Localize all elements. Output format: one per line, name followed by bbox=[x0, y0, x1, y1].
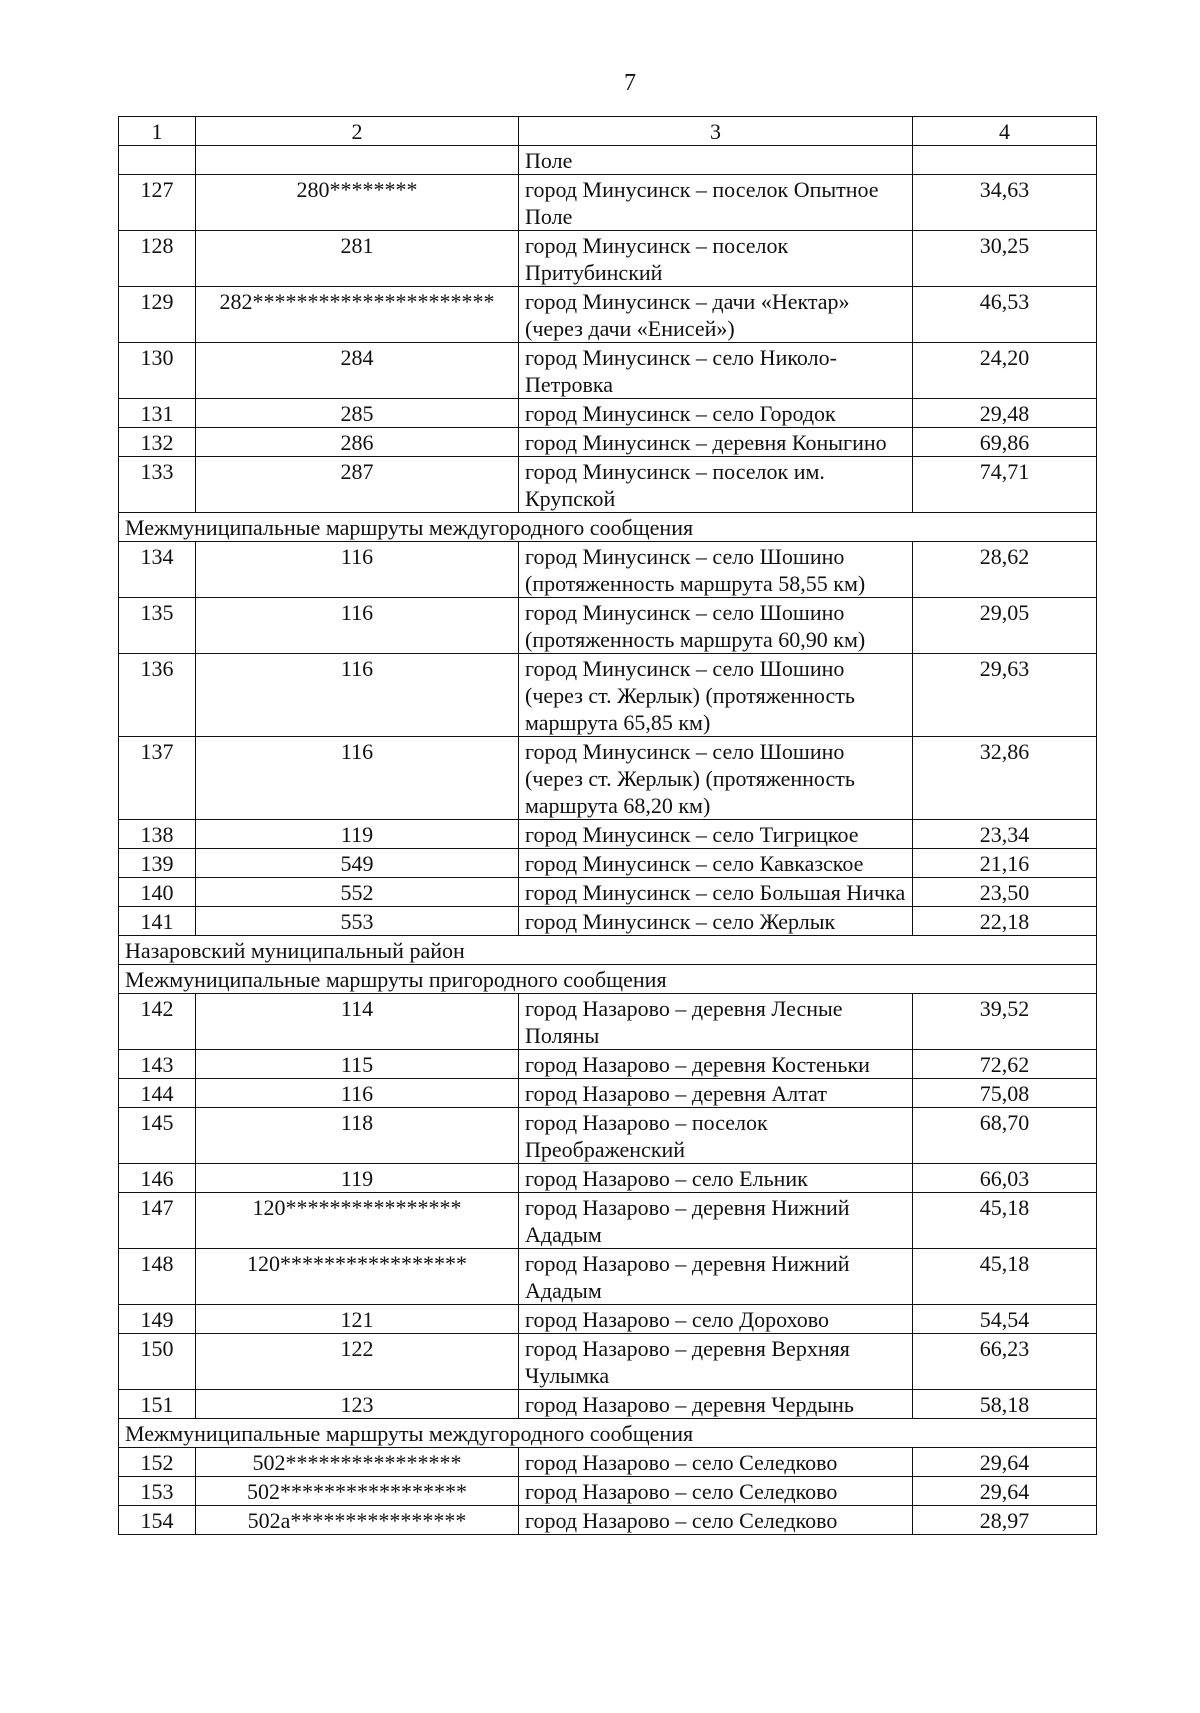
row-number-cell: 134 bbox=[119, 542, 196, 598]
row-number-cell: 140 bbox=[119, 878, 196, 907]
tariff-value-cell: 29,64 bbox=[913, 1477, 1097, 1506]
table-row bbox=[119, 820, 1097, 849]
route-number-cell: 116 bbox=[196, 654, 519, 737]
route-number-cell: 284 bbox=[196, 343, 519, 399]
route-name-cell: город Назарово – село Ельник bbox=[519, 1164, 913, 1193]
route-number-cell: 118 bbox=[196, 1108, 519, 1164]
tariff-value-cell: 46,53 bbox=[913, 287, 1097, 343]
section-row bbox=[119, 1419, 1097, 1448]
route-name-cell: город Минусинск – село Городок bbox=[519, 399, 913, 428]
table-row bbox=[119, 428, 1097, 457]
route-name-cell: город Назарово – деревня Алтат bbox=[519, 1079, 913, 1108]
row-number-cell: 144 bbox=[119, 1079, 196, 1108]
row-number-cell bbox=[119, 146, 196, 175]
table-row bbox=[119, 737, 1097, 820]
section-heading: Назаровский муниципальный район bbox=[119, 936, 1097, 965]
row-number-cell: 146 bbox=[119, 1164, 196, 1193]
table-row bbox=[119, 598, 1097, 654]
table-row bbox=[119, 1193, 1097, 1249]
route-number-cell: 116 bbox=[196, 542, 519, 598]
route-name-cell: город Минусинск – село Шошино (через ст. Жерлык) (протяженность маршрута 68,20 км) bbox=[519, 737, 913, 820]
row-number-cell: 139 bbox=[119, 849, 196, 878]
route-name-cell: город Минусинск – дачи «Нектар» (через дачи «Енисей») bbox=[519, 287, 913, 343]
route-number-cell: 502**************** bbox=[196, 1448, 519, 1477]
row-number-cell: 152 bbox=[119, 1448, 196, 1477]
tariff-value-cell: 69,86 bbox=[913, 428, 1097, 457]
table-row bbox=[119, 399, 1097, 428]
table-row bbox=[119, 1164, 1097, 1193]
table-row bbox=[119, 654, 1097, 737]
tariff-value-cell: 58,18 bbox=[913, 1390, 1097, 1419]
route-name-cell: город Назарово – деревня Нижний Ададым bbox=[519, 1249, 913, 1305]
route-name-cell: город Минусинск – село Шошино (через ст. Жерлык) (протяженность маршрута 65,85 км) bbox=[519, 654, 913, 737]
page-number: 7 bbox=[624, 70, 636, 96]
table-row bbox=[119, 287, 1097, 343]
table-row bbox=[119, 907, 1097, 936]
route-number-cell: 285 bbox=[196, 399, 519, 428]
route-number-cell: 114 bbox=[196, 994, 519, 1050]
row-number-cell: 143 bbox=[119, 1050, 196, 1079]
route-name-cell: город Назарово – деревня Костеньки bbox=[519, 1050, 913, 1079]
table-row bbox=[119, 1334, 1097, 1390]
header-cell-2: 2 bbox=[196, 117, 519, 146]
tariff-value-cell bbox=[913, 146, 1097, 175]
row-number-cell: 133 bbox=[119, 457, 196, 513]
row-number-cell: 153 bbox=[119, 1477, 196, 1506]
tariff-value-cell: 28,62 bbox=[913, 542, 1097, 598]
route-number-cell: 119 bbox=[196, 820, 519, 849]
route-number-cell: 116 bbox=[196, 1079, 519, 1108]
row-number-cell: 145 bbox=[119, 1108, 196, 1164]
header-cell-4: 4 bbox=[913, 117, 1097, 146]
table-row bbox=[119, 994, 1097, 1050]
row-number-cell: 138 bbox=[119, 820, 196, 849]
route-name-cell: город Назарово – село Селедково bbox=[519, 1448, 913, 1477]
table-row bbox=[119, 1305, 1097, 1334]
row-number-cell: 129 bbox=[119, 287, 196, 343]
route-name-cell: город Минусинск – поселок им. Крупской bbox=[519, 457, 913, 513]
route-name-cell: город Минусинск – село Кавказское bbox=[519, 849, 913, 878]
route-number-cell: 549 bbox=[196, 849, 519, 878]
table-row bbox=[119, 343, 1097, 399]
route-number-cell: 281 bbox=[196, 231, 519, 287]
table-row bbox=[119, 1506, 1097, 1535]
tariff-value-cell: 74,71 bbox=[913, 457, 1097, 513]
row-number-cell: 136 bbox=[119, 654, 196, 737]
row-number-cell: 148 bbox=[119, 1249, 196, 1305]
row-number-cell: 130 bbox=[119, 343, 196, 399]
route-number-cell: 120***************** bbox=[196, 1249, 519, 1305]
route-number-cell: 115 bbox=[196, 1050, 519, 1079]
table-row bbox=[119, 878, 1097, 907]
table-row bbox=[119, 1390, 1097, 1419]
route-number-cell bbox=[196, 146, 519, 175]
table-row bbox=[119, 1079, 1097, 1108]
route-name-cell: город Минусинск – село Большая Ничка bbox=[519, 878, 913, 907]
row-number-cell: 142 bbox=[119, 994, 196, 1050]
route-name-cell: город Минусинск – село Николо-Петровка bbox=[519, 343, 913, 399]
route-number-cell: 552 bbox=[196, 878, 519, 907]
section-heading: Межмуниципальные маршруты междугородного сообщения bbox=[119, 1419, 1097, 1448]
row-number-cell: 132 bbox=[119, 428, 196, 457]
row-number-cell: 128 bbox=[119, 231, 196, 287]
table-row bbox=[119, 1249, 1097, 1305]
row-number-cell: 131 bbox=[119, 399, 196, 428]
tariff-value-cell: 66,23 bbox=[913, 1334, 1097, 1390]
tariff-value-cell: 75,08 bbox=[913, 1079, 1097, 1108]
table-row bbox=[119, 1050, 1097, 1079]
route-name-cell: город Минусинск – село Шошино (протяженность маршрута 58,55 км) bbox=[519, 542, 913, 598]
route-name-cell: Поле bbox=[519, 146, 913, 175]
route-number-cell: 282********************** bbox=[196, 287, 519, 343]
row-number-cell: 150 bbox=[119, 1334, 196, 1390]
tariff-value-cell: 29,05 bbox=[913, 598, 1097, 654]
table-row bbox=[119, 1108, 1097, 1164]
table-row bbox=[119, 175, 1097, 231]
row-number-cell: 149 bbox=[119, 1305, 196, 1334]
row-number-cell: 135 bbox=[119, 598, 196, 654]
tariff-value-cell: 29,64 bbox=[913, 1448, 1097, 1477]
tariff-value-cell: 30,25 bbox=[913, 231, 1097, 287]
tariff-table-body bbox=[119, 117, 1097, 1535]
table-row bbox=[119, 457, 1097, 513]
route-name-cell: город Назарово – село Дорохово bbox=[519, 1305, 913, 1334]
route-number-cell: 280******** bbox=[196, 175, 519, 231]
route-name-cell: город Минусинск – деревня Коныгино bbox=[519, 428, 913, 457]
tariff-value-cell: 29,63 bbox=[913, 654, 1097, 737]
tariff-value-cell: 34,63 bbox=[913, 175, 1097, 231]
table-row bbox=[119, 146, 1097, 175]
tariff-value-cell: 45,18 bbox=[913, 1193, 1097, 1249]
table-row bbox=[119, 542, 1097, 598]
route-name-cell: город Минусинск – поселок Опытное Поле bbox=[519, 175, 913, 231]
tariff-table bbox=[118, 116, 1097, 1535]
tariff-value-cell: 24,20 bbox=[913, 343, 1097, 399]
route-number-cell: 553 bbox=[196, 907, 519, 936]
section-row bbox=[119, 965, 1097, 994]
route-number-cell: 502***************** bbox=[196, 1477, 519, 1506]
route-number-cell: 287 bbox=[196, 457, 519, 513]
row-number-cell: 147 bbox=[119, 1193, 196, 1249]
route-name-cell: город Назарово – деревня Чердынь bbox=[519, 1390, 913, 1419]
route-name-cell: город Назарово – село Селедково bbox=[519, 1506, 913, 1535]
route-name-cell: город Минусинск – село Тигрицкое bbox=[519, 820, 913, 849]
route-number-cell: 116 bbox=[196, 737, 519, 820]
section-row bbox=[119, 936, 1097, 965]
tariff-value-cell: 68,70 bbox=[913, 1108, 1097, 1164]
tariff-value-cell: 23,50 bbox=[913, 878, 1097, 907]
table-row bbox=[119, 1477, 1097, 1506]
tariff-value-cell: 45,18 bbox=[913, 1249, 1097, 1305]
header-cell-3: 3 bbox=[519, 117, 913, 146]
route-name-cell: город Назарово – деревня Лесные Поляны bbox=[519, 994, 913, 1050]
tariff-value-cell: 66,03 bbox=[913, 1164, 1097, 1193]
route-name-cell: город Минусинск – село Шошино (протяженность маршрута 60,90 км) bbox=[519, 598, 913, 654]
section-heading: Межмуниципальные маршруты пригородного сообщения bbox=[119, 965, 1097, 994]
tariff-value-cell: 39,52 bbox=[913, 994, 1097, 1050]
row-number-cell: 127 bbox=[119, 175, 196, 231]
route-name-cell: город Минусинск – село Жерлык bbox=[519, 907, 913, 936]
route-number-cell: 122 bbox=[196, 1334, 519, 1390]
row-number-cell: 151 bbox=[119, 1390, 196, 1419]
table-row bbox=[119, 1448, 1097, 1477]
route-name-cell: город Минусинск – поселок Притубинский bbox=[519, 231, 913, 287]
route-name-cell: город Назарово – поселок Преображенский bbox=[519, 1108, 913, 1164]
table-row bbox=[119, 231, 1097, 287]
route-number-cell: 123 bbox=[196, 1390, 519, 1419]
tariff-value-cell: 32,86 bbox=[913, 737, 1097, 820]
tariff-value-cell: 23,34 bbox=[913, 820, 1097, 849]
route-number-cell: 502а**************** bbox=[196, 1506, 519, 1535]
row-number-cell: 154 bbox=[119, 1506, 196, 1535]
header-cell-1: 1 bbox=[119, 117, 196, 146]
table-row bbox=[119, 849, 1097, 878]
row-number-cell: 141 bbox=[119, 907, 196, 936]
route-name-cell: город Назарово – село Селедково bbox=[519, 1477, 913, 1506]
route-number-cell: 116 bbox=[196, 598, 519, 654]
tariff-value-cell: 29,48 bbox=[913, 399, 1097, 428]
route-name-cell: город Назарово – деревня Верхняя Чулымка bbox=[519, 1334, 913, 1390]
row-number-cell: 137 bbox=[119, 737, 196, 820]
section-heading: Межмуниципальные маршруты междугородного сообщения bbox=[119, 513, 1097, 542]
tariff-value-cell: 28,97 bbox=[913, 1506, 1097, 1535]
tariff-value-cell: 22,18 bbox=[913, 907, 1097, 936]
route-number-cell: 286 bbox=[196, 428, 519, 457]
tariff-value-cell: 54,54 bbox=[913, 1305, 1097, 1334]
route-name-cell: город Назарово – деревня Нижний Ададым bbox=[519, 1193, 913, 1249]
tariff-value-cell: 21,16 bbox=[913, 849, 1097, 878]
route-number-cell: 121 bbox=[196, 1305, 519, 1334]
section-row bbox=[119, 513, 1097, 542]
header-row bbox=[119, 117, 1097, 146]
route-number-cell: 119 bbox=[196, 1164, 519, 1193]
route-number-cell: 120**************** bbox=[196, 1193, 519, 1249]
tariff-value-cell: 72,62 bbox=[913, 1050, 1097, 1079]
